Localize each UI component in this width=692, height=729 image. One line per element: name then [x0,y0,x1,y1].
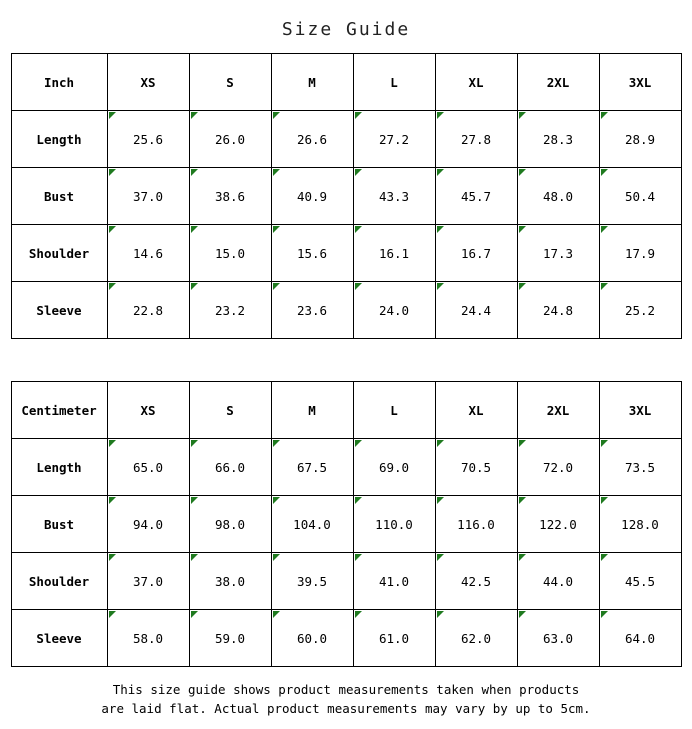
table-cell: 27.2 [353,111,435,168]
table-cell: 58.0 [107,610,189,667]
table-row [11,111,681,168]
table-row [11,439,681,496]
column-header: S [189,382,271,439]
column-header: 3XL [599,54,681,111]
table-cell: 28.9 [599,111,681,168]
table-cell: 104.0 [271,496,353,553]
footer-note [11,667,681,719]
table-cell: 94.0 [107,496,189,553]
table-row [11,496,681,553]
table-cell: 25.2 [599,282,681,339]
column-header: 2XL [517,382,599,439]
table-cell: 69.0 [353,439,435,496]
column-header: XL [435,54,517,111]
table-row [11,225,681,282]
table-cell: 24.0 [353,282,435,339]
column-header: XS [107,382,189,439]
table-cell: 27.8 [435,111,517,168]
table-cell: 23.6 [271,282,353,339]
row-label: Bust [11,496,107,553]
table-cell: 17.9 [599,225,681,282]
table-cell: 98.0 [189,496,271,553]
table-cell: 128.0 [599,496,681,553]
table-cell: 50.4 [599,168,681,225]
table-cell: 45.7 [435,168,517,225]
table-cell: 22.8 [107,282,189,339]
row-label: Length [11,439,107,496]
table-cell: 24.4 [435,282,517,339]
table-cell: 41.0 [353,553,435,610]
column-header: L [353,54,435,111]
row-label: Shoulder [11,225,107,282]
table-row [11,282,681,339]
column-header: XS [107,54,189,111]
table-cell: 24.8 [517,282,599,339]
table-cell: 64.0 [599,610,681,667]
table-cell: 122.0 [517,496,599,553]
column-header: L [353,382,435,439]
row-label: Sleeve [11,282,107,339]
table-cell: 70.5 [435,439,517,496]
table-header-row [11,54,681,111]
size-table-centimeter [11,381,682,667]
row-label: Length [11,111,107,168]
table-cell: 26.6 [271,111,353,168]
column-header: XL [435,382,517,439]
table-cell: 23.2 [189,282,271,339]
table-cell: 16.1 [353,225,435,282]
table-cell: 37.0 [107,168,189,225]
table-cell: 44.0 [517,553,599,610]
column-header: M [271,382,353,439]
table-cell: 28.3 [517,111,599,168]
column-header: 3XL [599,382,681,439]
table-row [11,553,681,610]
table-cell: 37.0 [107,553,189,610]
table-cell: 72.0 [517,439,599,496]
table-spacer [0,339,692,381]
table-header-row [11,382,681,439]
table-cell: 25.6 [107,111,189,168]
table-cell: 14.6 [107,225,189,282]
column-header: 2XL [517,54,599,111]
table-cell: 45.5 [599,553,681,610]
table-cell: 42.5 [435,553,517,610]
table-cell: 15.6 [271,225,353,282]
table-cell: 43.3 [353,168,435,225]
table-cell: 59.0 [189,610,271,667]
table-cell: 65.0 [107,439,189,496]
table-cell: 110.0 [353,496,435,553]
table-cell: 116.0 [435,496,517,553]
page-title: Size Guide [281,19,411,40]
table-cell: 40.9 [271,168,353,225]
table-cell: 38.6 [189,168,271,225]
table-cell: 38.0 [189,553,271,610]
table-cell: 48.0 [517,168,599,225]
table-cell: 16.7 [435,225,517,282]
table-cell: 66.0 [189,439,271,496]
table-cell: 17.3 [517,225,599,282]
column-header: M [271,54,353,111]
footer-line-2: are laid flat. Actual product measurements may vary by up to 5cm. [101,700,591,716]
table-cell: 67.5 [271,439,353,496]
row-label: Shoulder [11,553,107,610]
column-header: S [189,54,271,111]
row-label: Bust [11,168,107,225]
table-row [11,610,681,667]
table-cell: 61.0 [353,610,435,667]
table-cell: 62.0 [435,610,517,667]
table-cell: 15.0 [189,225,271,282]
row-label: Sleeve [11,610,107,667]
size-table-inch [11,53,682,339]
unit-label-inch: Inch [11,54,107,111]
table-row [11,168,681,225]
footer-line-1: This size guide shows product measurements taken when products [112,682,580,697]
table-cell: 60.0 [271,610,353,667]
unit-label-centimeter: Centimeter [11,382,107,439]
table-cell: 39.5 [271,553,353,610]
table-cell: 63.0 [517,610,599,667]
table-cell: 73.5 [599,439,681,496]
table-cell: 26.0 [189,111,271,168]
